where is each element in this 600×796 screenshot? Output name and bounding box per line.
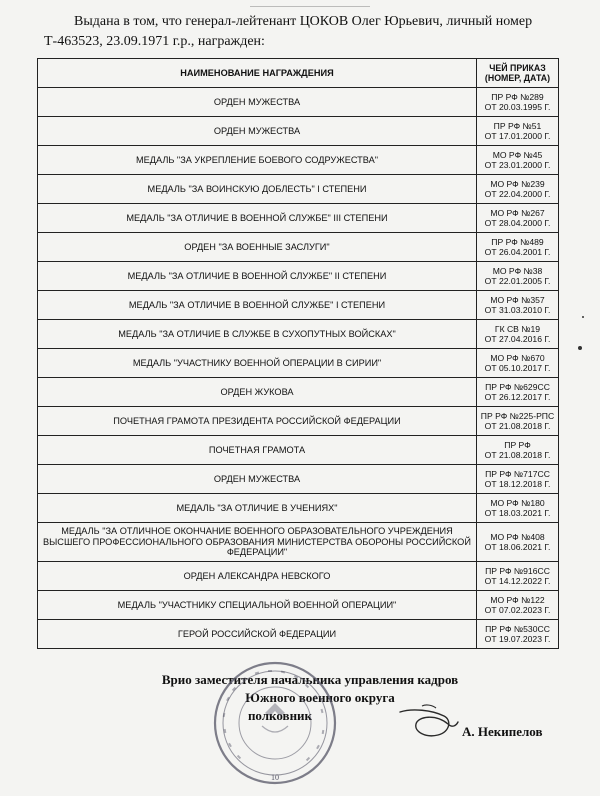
order-number: МО РФ №408 [490, 532, 545, 542]
order-date: ОТ 07.02.2023 Г. [484, 605, 551, 615]
award-name-cell: МЕДАЛЬ "ЗА ОТЛИЧНОЕ ОКОНЧАНИЕ ВОЕННОГО ОБРАЗОВАТЕЛЬНОГО УЧРЕЖДЕНИЯ ВЫСШЕГО ПРОФЕССИОНАЛЬНОГО ОБРАЗОВАНИЯ МИНИСТЕРСТВА ОБОРОНЫ РОССИЙСКОЙ ФЕДЕРАЦИИ" [38, 523, 477, 562]
order-cell [477, 233, 559, 262]
order-cell [477, 494, 559, 523]
awards-table-body [38, 88, 559, 649]
order-number: МО РФ №180 [490, 498, 545, 508]
header-order [477, 59, 559, 88]
awards-table [37, 58, 559, 649]
order-date: ОТ 21.08.2018 Г. [484, 421, 551, 431]
award-name-cell: МЕДАЛЬ "ЗА УКРЕПЛЕНИЕ БОЕВОГО СОДРУЖЕСТВА" [38, 146, 477, 175]
page-top-edge [250, 0, 370, 7]
table-row [38, 523, 559, 562]
order-date: ОТ 18.06.2021 Г. [484, 542, 551, 552]
order-number: МО РФ №357 [490, 295, 545, 305]
order-date: ОТ 22.04.2000 Г. [484, 189, 551, 199]
order-number: МО РФ №670 [490, 353, 545, 363]
order-cell [477, 436, 559, 465]
award-name-cell: ОРДЕН ЖУКОВА [38, 378, 477, 407]
table-row [38, 204, 559, 233]
order-date: ОТ 31.03.2010 Г. [484, 305, 551, 315]
table-row [38, 320, 559, 349]
table-row [38, 378, 559, 407]
table-row [38, 88, 559, 117]
order-date: ОТ 14.12.2022 Г. [484, 576, 551, 586]
margin-dot [582, 316, 584, 318]
order-number: ПР РФ №51 [493, 121, 542, 131]
table-row [38, 117, 559, 146]
table-row [38, 494, 559, 523]
order-number: ПР РФ №717СС [485, 469, 550, 479]
order-date: ОТ 05.10.2017 Г. [484, 363, 551, 373]
table-header-row [38, 59, 559, 88]
order-number: ПР РФ №530СС [485, 624, 550, 634]
award-name-cell: ОРДЕН МУЖЕСТВА [38, 117, 477, 146]
order-date: ОТ 17.01.2000 Г. [484, 131, 551, 141]
order-cell [477, 204, 559, 233]
order-number: МО РФ №122 [490, 595, 545, 605]
order-number: МО РФ №45 [492, 150, 543, 160]
award-name-cell: ОРДЕН МУЖЕСТВА [38, 88, 477, 117]
order-cell [477, 291, 559, 320]
order-date: ОТ 26.12.2017 Г. [484, 392, 551, 402]
table-row [38, 175, 559, 204]
order-date: ОТ 20.03.1995 Г. [484, 102, 551, 112]
table-row [38, 262, 559, 291]
signatory-rank: полковник [247, 708, 313, 723]
signer-name: А. Некипелов [462, 724, 543, 739]
award-name-cell: ГЕРОЙ РОССИЙСКОЙ ФЕДЕРАЦИИ [38, 620, 477, 649]
order-number: ПР РФ [504, 440, 531, 450]
handwritten-signature [392, 702, 462, 742]
table-row [38, 233, 559, 262]
order-cell [477, 407, 559, 436]
order-cell [477, 146, 559, 175]
intro-line-2: Т-463523, 23.09.1971 г.р., награжден: [44, 34, 265, 49]
table-row [38, 562, 559, 591]
table-row [38, 291, 559, 320]
signatory-position: Врио заместителя начальника управления кадров [161, 672, 459, 687]
order-cell [477, 117, 559, 146]
order-number: ПР РФ №225-РПС [480, 411, 555, 421]
order-date: ОТ 21.08.2018 Г. [484, 450, 551, 460]
award-name-cell: МЕДАЛЬ "ЗА ОТЛИЧИЕ В СЛУЖБЕ В СУХОПУТНЫХ ВОЙСКАХ" [38, 320, 477, 349]
order-number: ПР РФ №916СС [485, 566, 550, 576]
award-name-cell: МЕДАЛЬ "УЧАСТНИКУ СПЕЦИАЛЬНОЙ ВОЕННОЙ ОПЕРАЦИИ" [38, 591, 477, 620]
order-cell [477, 523, 559, 562]
header-award-name: НАИМЕНОВАНИЕ НАГРАЖДЕНИЯ [38, 59, 477, 88]
order-cell [477, 88, 559, 117]
header-order-line-2: (НОМЕР, ДАТА) [484, 73, 551, 83]
order-cell [477, 562, 559, 591]
margin-dot [578, 346, 582, 350]
table-row [38, 407, 559, 436]
order-date: ОТ 23.01.2000 Г. [484, 160, 551, 170]
award-name-cell: ПОЧЕТНАЯ ГРАМОТА [38, 436, 477, 465]
order-cell [477, 591, 559, 620]
award-name-cell: ОРДЕН МУЖЕСТВА [38, 465, 477, 494]
order-date: ОТ 22.01.2005 Г. [484, 276, 551, 286]
order-number: МО РФ №267 [490, 208, 545, 218]
order-cell [477, 320, 559, 349]
award-name-cell: МЕДАЛЬ "ЗА ОТЛИЧИЕ В ВОЕННОЙ СЛУЖБЕ" I СТЕПЕНИ [38, 291, 477, 320]
header-order-line-1: ЧЕЙ ПРИКАЗ [489, 62, 546, 73]
award-name-cell: МЕДАЛЬ "ЗА ОТЛИЧИЕ В ВОЕННОЙ СЛУЖБЕ" II СТЕПЕНИ [38, 262, 477, 291]
order-date: ОТ 28.04.2000 Г. [484, 218, 551, 228]
order-number: ГК СВ №19 [494, 324, 541, 334]
intro-line-1: Выдана в том, что генерал-лейтенант ЦОКОВ Олег Юрьевич, личный номер [74, 14, 533, 29]
award-name-cell: МЕДАЛЬ "ЗА ОТЛИЧИЕ В УЧЕНИЯХ" [38, 494, 477, 523]
table-row [38, 465, 559, 494]
order-date: ОТ 18.03.2021 Г. [484, 508, 551, 518]
order-number: ПР РФ №289 [491, 92, 544, 102]
order-cell [477, 465, 559, 494]
order-cell [477, 175, 559, 204]
table-row [38, 620, 559, 649]
table-row [38, 349, 559, 378]
award-name-cell: ПОЧЕТНАЯ ГРАМОТА ПРЕЗИДЕНТА РОССИЙСКОЙ ФЕДЕРАЦИИ [38, 407, 477, 436]
order-cell [477, 262, 559, 291]
order-cell [477, 620, 559, 649]
table-row [38, 436, 559, 465]
order-date: ОТ 19.07.2023 Г. [484, 634, 551, 644]
signatory-district: Южного военного округа [245, 690, 395, 705]
order-date: ОТ 26.04.2001 Г. [484, 247, 551, 257]
order-cell [477, 378, 559, 407]
award-name-cell: ОРДЕН "ЗА ВОЕННЫЕ ЗАСЛУГИ" [38, 233, 477, 262]
award-name-cell: МЕДАЛЬ "УЧАСТНИКУ ВОЕННОЙ ОПЕРАЦИИ В СИРИИ" [38, 349, 477, 378]
award-name-cell: ОРДЕН АЛЕКСАНДРА НЕВСКОГО [38, 562, 477, 591]
intro-paragraph [44, 12, 554, 52]
order-date: ОТ 18.12.2018 Г. [484, 479, 551, 489]
order-number: МО РФ №38 [492, 266, 543, 276]
order-number: МО РФ №239 [490, 179, 545, 189]
order-cell [477, 349, 559, 378]
order-date: ОТ 27.04.2016 Г. [484, 334, 551, 344]
table-row [38, 591, 559, 620]
table-row [38, 146, 559, 175]
award-name-cell: МЕДАЛЬ "ЗА ОТЛИЧИЕ В ВОЕННОЙ СЛУЖБЕ" III СТЕПЕНИ [38, 204, 477, 233]
order-number: ПР РФ №489 [491, 237, 544, 247]
official-seal-stamp [210, 658, 340, 788]
award-name-cell: МЕДАЛЬ "ЗА ВОИНСКУЮ ДОБЛЕСТЬ" I СТЕПЕНИ [38, 175, 477, 204]
order-number: ПР РФ №629СС [485, 382, 550, 392]
seal-number: 10 [271, 773, 279, 782]
